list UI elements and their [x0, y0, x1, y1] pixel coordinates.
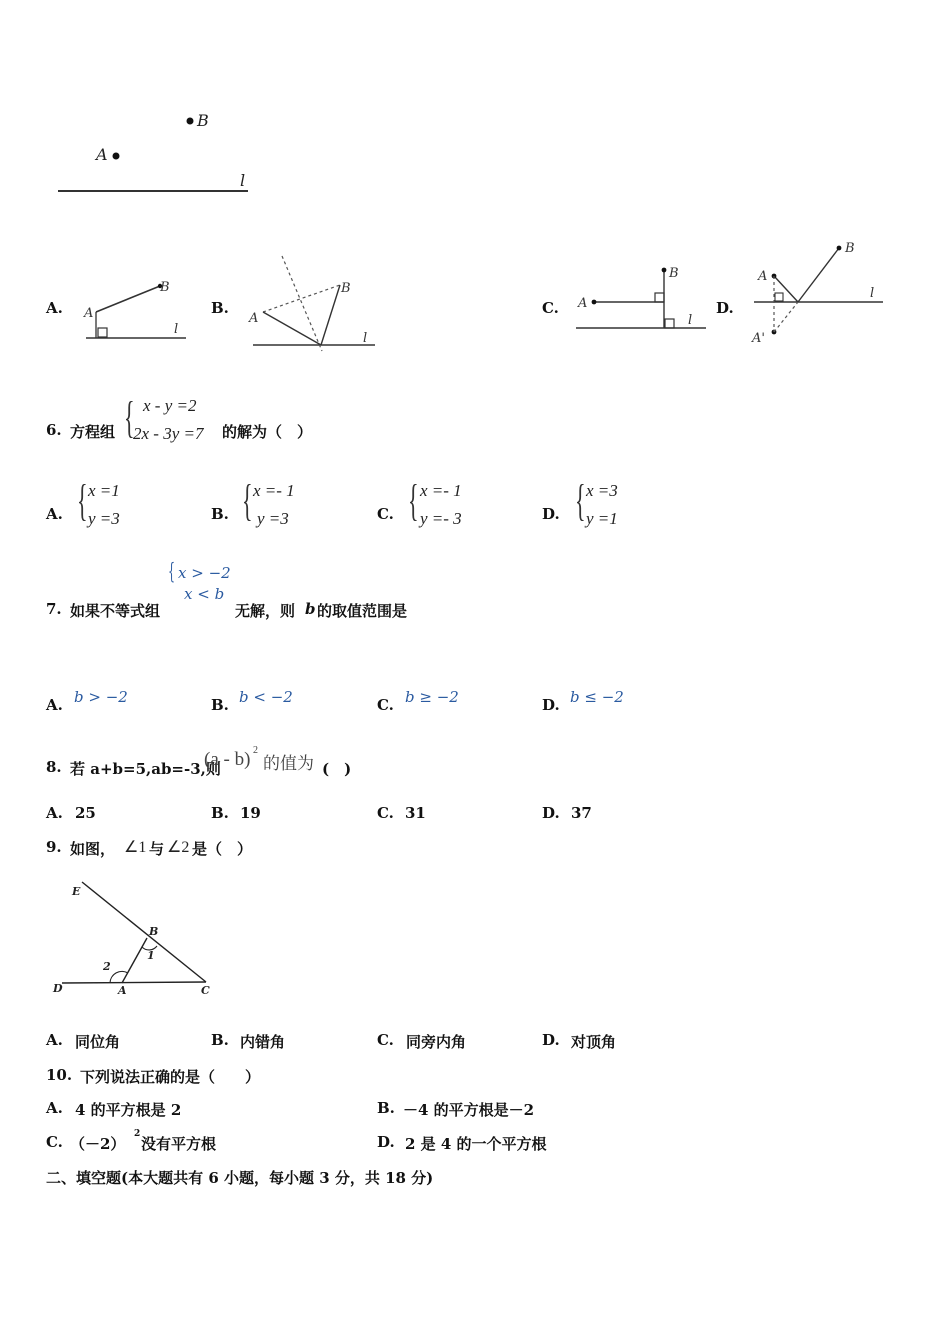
- q6-prefix: 方程组: [70, 423, 116, 441]
- svg-text:2: 2: [103, 960, 111, 973]
- svg-text:A: A: [118, 984, 127, 997]
- q6-option-a-label: A.: [46, 505, 63, 523]
- q10-option-b-label: B.: [377, 1099, 395, 1117]
- q6-option-a-line1: x =1: [88, 481, 120, 500]
- svg-text:A': A': [752, 331, 765, 346]
- svg-text:A: A: [578, 296, 588, 311]
- q8-option-b-label: B.: [211, 804, 229, 822]
- q6-option-d-line1: x =3: [586, 481, 618, 500]
- q5-option-c-figure: [572, 262, 712, 334]
- q6-option-c-brace: {: [408, 476, 419, 525]
- q9-option-a-text: 同位角: [75, 1033, 121, 1051]
- q8-option-d-text: 37: [571, 804, 592, 822]
- svg-text:B: B: [341, 281, 351, 296]
- q10-option-c-label: C.: [46, 1133, 63, 1151]
- q9-option-d-label: D.: [542, 1031, 560, 1049]
- point-b-label: B: [197, 111, 209, 130]
- q5-option-b-label: B.: [211, 299, 229, 317]
- q6-option-b-line2: y =3: [257, 509, 289, 528]
- svg-text:A: A: [249, 311, 259, 326]
- q10-option-a-text: 4 的平方根是 2: [75, 1101, 182, 1119]
- svg-text:l: l: [688, 313, 693, 328]
- q6-eq1: x - y =2: [143, 396, 197, 415]
- q7-ineq1: x > −2: [178, 564, 231, 582]
- q6-option-d-line2: y =1: [586, 509, 618, 528]
- top-figure: [50, 100, 270, 200]
- q8-number: 8.: [46, 758, 62, 776]
- svg-text:l: l: [363, 331, 368, 346]
- svg-text:A: A: [84, 306, 94, 321]
- q9-angle1: ∠1: [124, 839, 147, 856]
- svg-text:D: D: [53, 982, 63, 995]
- q8-exponent: 2: [253, 745, 258, 756]
- q7-option-a-label: A.: [46, 696, 63, 714]
- point-a-dot: [113, 153, 120, 160]
- q6-option-d-brace: {: [575, 476, 586, 525]
- svg-text:C: C: [201, 984, 210, 997]
- q10-option-c-post: 没有平方根: [141, 1135, 217, 1153]
- q7-option-c-text: b ≥ −2: [405, 688, 459, 706]
- q10-option-b-text: －4 的平方根是－2: [403, 1101, 535, 1119]
- q8-option-b-text: 19: [240, 804, 261, 822]
- q7-brace: {: [168, 560, 175, 585]
- svg-text:B: B: [845, 241, 855, 256]
- q7-prefix: 如果不等式组: [70, 602, 161, 620]
- q9-figure: [46, 872, 221, 1002]
- svg-text:B: B: [669, 266, 679, 281]
- q6-option-a-line2: y =3: [88, 509, 120, 528]
- q8-expr: (a - b): [204, 749, 251, 770]
- q9-angle2: ∠2: [167, 839, 190, 856]
- q9-prefix: 如图，: [70, 840, 116, 858]
- q10-option-c-sup: 2: [134, 1129, 141, 1139]
- svg-text:B: B: [160, 280, 170, 295]
- q6-number: 6.: [46, 421, 62, 439]
- q10-text: 下列说法正确的是（ ）: [80, 1068, 261, 1086]
- q6-option-c-label: C.: [377, 505, 394, 523]
- q10-number: 10.: [46, 1066, 73, 1084]
- q10-option-a-label: A.: [46, 1099, 63, 1117]
- q8-option-a-label: A.: [46, 804, 63, 822]
- svg-text:A: A: [758, 269, 768, 284]
- line-l-label: l: [240, 171, 246, 190]
- q6-brace: {: [124, 393, 135, 442]
- q7-number: 7.: [46, 600, 62, 618]
- q6-option-c-line1: x =- 1: [420, 481, 462, 500]
- point-b-dot: [187, 118, 194, 125]
- q9-mid: 与: [149, 840, 165, 858]
- q8-option-c-label: C.: [377, 804, 394, 822]
- q8-option-a-text: 25: [75, 804, 96, 822]
- svg-text:1: 1: [147, 949, 155, 962]
- q8-option-d-label: D.: [542, 804, 560, 822]
- q8-tail: 的值为: [263, 754, 314, 774]
- q5-option-a-figure: [78, 272, 190, 344]
- q6-option-b-line1: x =- 1: [253, 481, 295, 500]
- q8-paren: ( ): [322, 760, 352, 778]
- q7-option-a-text: b > −2: [74, 688, 128, 706]
- q5-option-d-label: D.: [716, 299, 734, 317]
- q9-option-c-label: C.: [377, 1031, 394, 1049]
- q7-option-c-label: C.: [377, 696, 394, 714]
- q6-option-b-brace: {: [242, 476, 253, 525]
- q10-option-d-label: D.: [377, 1133, 395, 1151]
- svg-text:B: B: [149, 925, 159, 938]
- q8-option-c-text: 31: [405, 804, 426, 822]
- svg-text:E: E: [72, 885, 81, 898]
- q7-suffix-b: 的取值范围是: [317, 602, 408, 620]
- svg-text:l: l: [174, 322, 179, 337]
- q6-option-c-line2: y =- 3: [420, 509, 462, 528]
- q7-option-b-label: B.: [211, 696, 229, 714]
- q5-option-d-figure: [748, 234, 888, 346]
- q5-option-c-label: C.: [542, 299, 559, 317]
- q7-suffix-a: 无解，则: [235, 602, 296, 620]
- q9-number: 9.: [46, 838, 62, 856]
- q9-option-b-label: B.: [211, 1031, 229, 1049]
- q7-option-d-label: D.: [542, 696, 560, 714]
- section-2-heading: 二、填空题(本大题共有 6 小题，每小题 3 分，共 18 分): [46, 1169, 434, 1187]
- q6-eq2: 2x - 3y =7: [133, 424, 204, 443]
- q6-suffix: 的解为（ ）: [222, 423, 313, 441]
- q7-option-b-text: b < −2: [239, 688, 293, 706]
- q5-option-b-figure: [245, 252, 380, 356]
- q9-option-b-text: 内错角: [240, 1033, 286, 1051]
- q6-option-d-label: D.: [542, 505, 560, 523]
- q9-suffix: 是（ ）: [192, 840, 253, 858]
- q7-ineq2: x < b: [184, 585, 225, 603]
- svg-text:l: l: [870, 286, 875, 301]
- point-a-label: A: [96, 145, 108, 164]
- q9-option-c-text: 同旁内角: [406, 1033, 467, 1051]
- q7-var: b: [305, 600, 316, 618]
- q8-text: 若 a+b=5,ab=-3,则: [70, 760, 221, 778]
- q10-option-c-pre: （－2）: [70, 1135, 126, 1153]
- q6-option-a-brace: {: [77, 476, 88, 525]
- q7-option-d-text: b ≤ −2: [570, 688, 624, 706]
- q10-option-d-text: 2 是 4 的一个平方根: [405, 1135, 547, 1153]
- q5-option-a-label: A.: [46, 299, 63, 317]
- q9-option-d-text: 对顶角: [571, 1033, 617, 1051]
- q6-option-b-label: B.: [211, 505, 229, 523]
- q9-option-a-label: A.: [46, 1031, 63, 1049]
